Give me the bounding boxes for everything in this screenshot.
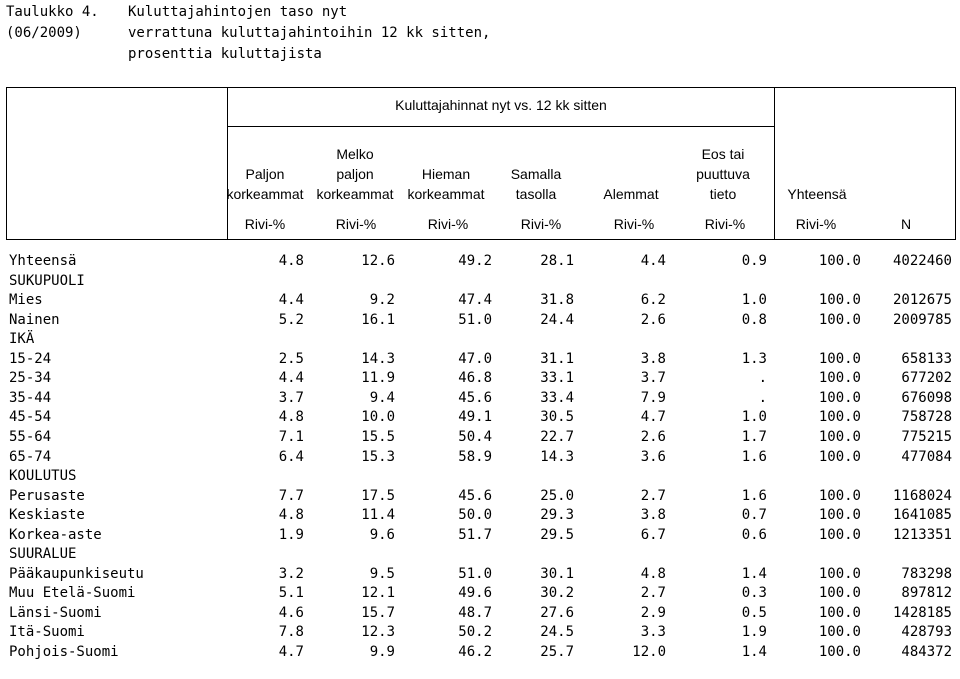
- row-21-value-6: 1.4: [741, 644, 767, 660]
- row-18-value-8: 897812: [901, 585, 952, 602]
- row-14-value-3: 50.0: [458, 507, 492, 524]
- row-17-value-4: 30.1: [540, 565, 574, 582]
- row-14-value-1: 4.8: [278, 507, 304, 524]
- row-9-label: 45-54: [9, 409, 52, 426]
- row-17-label: Pääkaupunkiseutu: [9, 565, 144, 582]
- row-13-label: Perusaste: [9, 487, 85, 504]
- row-9-value-5: 4.7: [640, 409, 666, 426]
- row-10-value-4: 22.7: [540, 428, 574, 445]
- row-10-value-8: 775215: [901, 428, 952, 445]
- row-1-value-3: 49.2: [458, 253, 492, 269]
- row-3-value-7: 100.0: [818, 292, 861, 309]
- row-7-value-2: 11.9: [361, 370, 395, 387]
- row-13-value-7: 100.0: [818, 487, 861, 504]
- row-10-value-2: 15.5: [361, 428, 395, 445]
- table-title-line-1: Kuluttajahintojen taso nyt: [128, 4, 348, 20]
- row-3-value-1: 4.4: [278, 292, 304, 309]
- column-header-4-line-2: tasolla: [515, 186, 557, 202]
- row-10-value-7: 100.0: [818, 428, 861, 445]
- unit-header-7: Rivi-%: [795, 216, 837, 232]
- row-8-value-8: 676098: [901, 389, 952, 406]
- row-13-value-3: 45.6: [458, 487, 492, 504]
- row-17-value-5: 4.8: [640, 565, 666, 582]
- row-20-value-6: 1.9: [741, 624, 767, 641]
- row-11-value-5: 3.6: [640, 448, 666, 465]
- row-9-value-4: 30.5: [540, 409, 574, 426]
- row-20-value-5: 3.3: [640, 624, 666, 641]
- row-8-value-3: 45.6: [458, 389, 492, 406]
- unit-header-8: N: [900, 216, 912, 232]
- row-20-label: Itä-Suomi: [9, 624, 85, 641]
- row-19-label: Länsi-Suomi: [9, 604, 102, 621]
- row-15-value-5: 6.7: [640, 526, 666, 543]
- row-11-value-7: 100.0: [818, 448, 861, 465]
- row-10-value-1: 7.1: [278, 428, 304, 445]
- row-6-value-6: 1.3: [741, 350, 767, 367]
- row-17-value-7: 100.0: [818, 565, 861, 582]
- column-header-6-line-1: Eos tai: [701, 146, 745, 162]
- row-21-value-2: 9.9: [369, 644, 395, 660]
- column-header-1-line-1: Paljon: [245, 166, 285, 182]
- row-14-value-8: 1641085: [892, 507, 952, 524]
- row-6-label: 15-24: [9, 350, 52, 367]
- row-14-value-6: 0.7: [741, 507, 767, 524]
- row-14-value-2: 11.4: [361, 507, 395, 524]
- unit-header-4: Rivi-%: [520, 216, 562, 232]
- row-15-value-1: 1.9: [278, 526, 304, 543]
- column-header-2-line-2: paljon: [336, 166, 374, 182]
- row-3-value-8: 2012675: [892, 292, 952, 309]
- row-9-value-8: 758728: [901, 409, 952, 426]
- row-17-value-2: 9.5: [369, 565, 395, 582]
- row-14-value-7: 100.0: [818, 507, 861, 524]
- row-3-label: Mies: [9, 292, 43, 309]
- row-4-label: Nainen: [9, 311, 60, 328]
- row-13-value-1: 7.7: [278, 487, 304, 504]
- unit-header-6: Rivi-%: [704, 216, 746, 232]
- table-number: Taulukko 4.: [6, 4, 99, 20]
- row-10-label: 55-64: [9, 428, 52, 445]
- unit-header-3: Rivi-%: [427, 216, 469, 232]
- column-header-4-line-1: Samalla: [510, 166, 562, 182]
- row-7-value-4: 33.1: [540, 370, 574, 387]
- row-17-value-8: 783298: [901, 565, 952, 582]
- row-9-value-7: 100.0: [818, 409, 861, 426]
- column-header-6-line-3: tieto: [709, 186, 737, 202]
- row-11-value-8: 477084: [901, 448, 952, 465]
- row-12-label: KOULUTUS: [9, 468, 77, 485]
- unit-header-5: Rivi-%: [613, 216, 655, 232]
- row-15-label: Korkea-aste: [9, 526, 102, 543]
- row-6-value-4: 31.1: [540, 350, 574, 367]
- row-17-value-6: 1.4: [741, 565, 767, 582]
- row-7-value-8: 677202: [901, 370, 952, 387]
- row-6-value-2: 14.3: [361, 350, 395, 367]
- row-1-value-5: 4.4: [640, 253, 666, 269]
- row-16-label: SUURALUE: [9, 546, 77, 563]
- header-group-underline: [227, 126, 775, 127]
- row-18-label: Muu Etelä-Suomi: [9, 585, 136, 602]
- row-1-value-7: 100.0: [818, 253, 861, 269]
- column-header-2-line-1: Melko: [336, 146, 374, 162]
- row-18-value-7: 100.0: [818, 585, 861, 602]
- row-4-value-4: 24.4: [540, 311, 574, 328]
- table-title-line-2: verrattuna kuluttajahintoihin 12 kk sitten,: [128, 25, 491, 41]
- row-13-value-6: 1.6: [741, 487, 767, 504]
- row-7-value-1: 4.4: [278, 370, 304, 387]
- row-1-value-2: 12.6: [361, 253, 395, 269]
- row-20-value-7: 100.0: [818, 624, 861, 641]
- group-header: Kuluttajahinnat nyt vs. 12 kk sitten: [395, 97, 607, 113]
- row-15-value-3: 51.7: [458, 526, 492, 543]
- row-14-label: Keskiaste: [9, 507, 85, 524]
- row-4-value-8: 2009785: [892, 311, 952, 328]
- row-20-value-1: 7.8: [278, 624, 304, 641]
- row-15-value-2: 9.6: [369, 526, 395, 543]
- row-7-value-7: 100.0: [818, 370, 861, 387]
- row-1-value-1: 4.8: [278, 253, 304, 269]
- row-18-value-1: 5.1: [278, 585, 304, 602]
- row-8-value-7: 100.0: [818, 389, 861, 406]
- row-6-value-3: 47.0: [458, 350, 492, 367]
- row-17-value-1: 3.2: [278, 565, 304, 582]
- row-15-value-7: 100.0: [818, 526, 861, 543]
- row-8-label: 35-44: [9, 389, 52, 406]
- row-19-value-8: 1428185: [892, 604, 952, 621]
- row-10-value-3: 50.4: [458, 428, 492, 445]
- row-19-value-4: 27.6: [540, 604, 574, 621]
- column-header-2-line-3: korkeammat: [316, 186, 394, 202]
- row-11-value-6: 1.6: [741, 448, 767, 465]
- row-21-value-3: 46.2: [458, 644, 492, 660]
- row-13-value-4: 25.0: [540, 487, 574, 504]
- row-11-value-3: 58.9: [458, 448, 492, 465]
- row-6-value-5: 3.8: [640, 350, 666, 367]
- row-4-value-2: 16.1: [361, 311, 395, 328]
- column-header-1-line-2: korkeammat: [226, 186, 304, 202]
- row-1-value-6: 0.9: [741, 253, 767, 269]
- row-2-label: SUKUPUOLI: [9, 272, 85, 289]
- row-15-value-6: 0.6: [741, 526, 767, 543]
- column-header-7-line-1: Yhteensä: [787, 186, 847, 202]
- row-4-value-7: 100.0: [818, 311, 861, 328]
- row-18-value-2: 12.1: [361, 585, 395, 602]
- row-7-value-5: 3.7: [640, 370, 666, 387]
- row-13-value-2: 17.5: [361, 487, 395, 504]
- row-9-value-1: 4.8: [278, 409, 304, 426]
- row-11-value-2: 15.3: [361, 448, 395, 465]
- row-3-value-2: 9.2: [369, 292, 395, 309]
- row-21-value-8: 484372: [901, 644, 952, 660]
- row-9-value-2: 10.0: [361, 409, 395, 426]
- row-13-value-5: 2.7: [640, 487, 666, 504]
- row-7-value-6: .: [758, 370, 767, 387]
- row-14-value-5: 3.8: [640, 507, 666, 524]
- row-6-value-8: 658133: [901, 350, 952, 367]
- table-title-line-3: prosenttia kuluttajista: [128, 46, 322, 62]
- row-5-label: IKÄ: [9, 331, 35, 348]
- row-8-value-4: 33.4: [540, 389, 574, 406]
- row-15-value-8: 1213351: [892, 526, 952, 543]
- row-10-value-5: 2.6: [640, 428, 666, 445]
- row-1-label: Yhteensä: [9, 253, 77, 269]
- row-9-value-3: 49.1: [458, 409, 492, 426]
- row-8-value-6: .: [758, 389, 767, 406]
- row-8-value-5: 7.9: [640, 389, 666, 406]
- row-18-value-5: 2.7: [640, 585, 666, 602]
- header-top-border: [6, 87, 956, 88]
- row-18-value-4: 30.2: [540, 585, 574, 602]
- row-14-value-4: 29.3: [540, 507, 574, 524]
- row-19-value-5: 2.9: [640, 604, 666, 621]
- row-6-value-7: 100.0: [818, 350, 861, 367]
- unit-header-2: Rivi-%: [335, 216, 377, 232]
- row-1-value-4: 28.1: [540, 253, 574, 269]
- unit-header-1: Rivi-%: [244, 216, 286, 232]
- row-10-value-6: 1.7: [741, 428, 767, 445]
- row-18-value-6: 0.3: [741, 585, 767, 602]
- row-20-value-4: 24.5: [540, 624, 574, 641]
- row-20-value-2: 12.3: [361, 624, 395, 641]
- row-20-value-3: 50.2: [458, 624, 492, 641]
- row-21-label: Pohjois-Suomi: [9, 644, 119, 660]
- row-20-value-8: 428793: [901, 624, 952, 641]
- row-17-value-3: 51.0: [458, 565, 492, 582]
- row-21-value-4: 25.7: [540, 644, 574, 660]
- column-header-6-line-2: puuttuva: [696, 166, 750, 182]
- row-21-value-7: 100.0: [818, 644, 861, 660]
- row-4-value-3: 51.0: [458, 311, 492, 328]
- table-period: (06/2009): [6, 25, 82, 41]
- row-6-value-1: 2.5: [278, 350, 304, 367]
- row-8-value-2: 9.4: [369, 389, 395, 406]
- row-21-value-1: 4.7: [278, 644, 304, 660]
- row-7-label: 25-34: [9, 370, 52, 387]
- row-3-value-5: 6.2: [640, 292, 666, 309]
- row-19-value-1: 4.6: [278, 604, 304, 621]
- row-19-value-7: 100.0: [818, 604, 861, 621]
- column-header-3-line-2: korkeammat: [407, 186, 485, 202]
- row-4-value-1: 5.2: [278, 311, 304, 328]
- header-right-border: [955, 87, 956, 240]
- row-11-label: 65-74: [9, 448, 52, 465]
- row-1-value-8: 4022460: [892, 253, 952, 269]
- row-8-value-1: 3.7: [278, 389, 304, 406]
- row-9-value-6: 1.0: [741, 409, 767, 426]
- row-3-value-3: 47.4: [458, 292, 492, 309]
- row-13-value-8: 1168024: [892, 487, 952, 504]
- row-19-value-3: 48.7: [458, 604, 492, 621]
- row-11-value-1: 6.4: [278, 448, 304, 465]
- row-19-value-2: 15.7: [361, 604, 395, 621]
- row-3-value-4: 31.8: [540, 292, 574, 309]
- header-left-border: [6, 87, 7, 240]
- header-bottom-border: [6, 239, 956, 240]
- row-4-value-6: 0.8: [741, 311, 767, 328]
- row-21-value-5: 12.0: [632, 644, 666, 660]
- row-3-value-6: 1.0: [741, 292, 767, 309]
- row-11-value-4: 14.3: [540, 448, 574, 465]
- row-18-value-3: 49.6: [458, 585, 492, 602]
- row-15-value-4: 29.5: [540, 526, 574, 543]
- column-header-3-line-1: Hieman: [421, 166, 471, 182]
- row-7-value-3: 46.8: [458, 370, 492, 387]
- row-19-value-6: 0.5: [741, 604, 767, 621]
- row-4-value-5: 2.6: [640, 311, 666, 328]
- column-header-5-line-1: Alemmat: [603, 186, 659, 202]
